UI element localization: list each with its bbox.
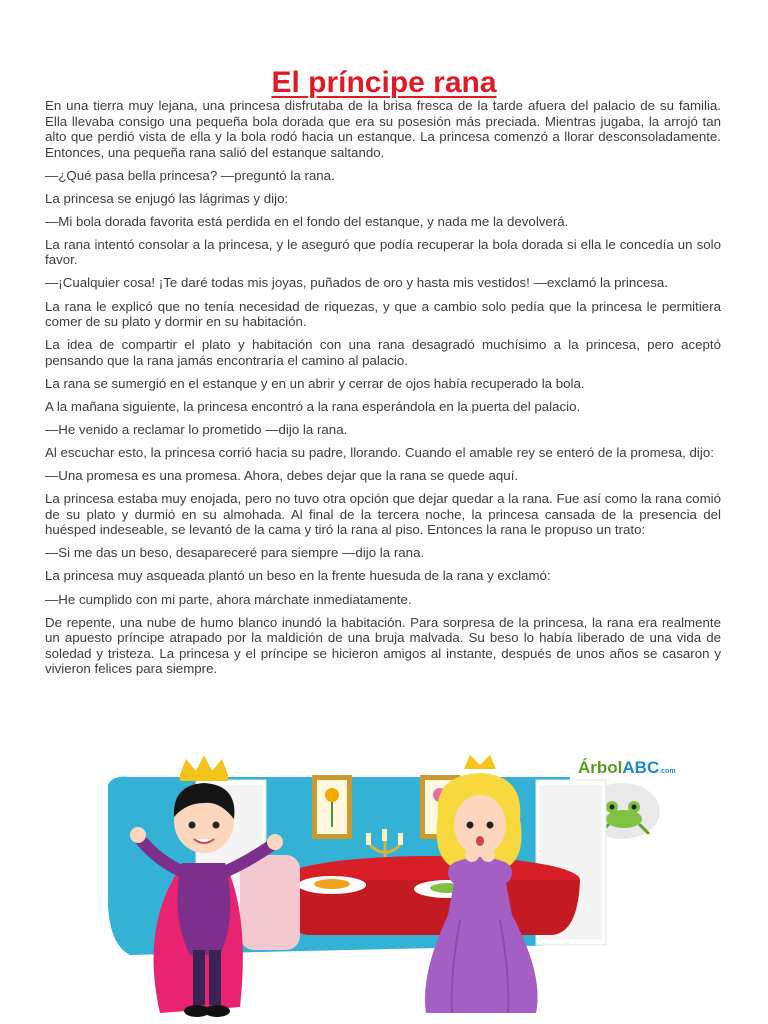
logo-suffix: .com bbox=[659, 768, 676, 775]
story-illustration bbox=[100, 745, 690, 1020]
story-paragraph: La rana le explicó que no tenía necesidad de riquezas, y que a cambio solo pedía que la princesa le permitiera comer de su plato y dormir en su habitación. bbox=[45, 298, 721, 330]
story-paragraph: La princesa muy asqueada plantó un beso en la frente huesuda de la rana y exclamó: bbox=[45, 568, 551, 584]
story-paragraph: En una tierra muy lejana, una princesa disfrutaba de la brisa fresca de la tarde afuera del palacio de su familia. Ella llevaba consigo una pequeña bola dorada que era su posesión más preciada. Mientras jugaba, la arrojó tan alto que perdió vista de ella y la bola rodó hacia un estanque. La princesa comenzó a llorar desconsoladamente. Entonces, una pequeña rana salió del estanque saltando. bbox=[45, 98, 721, 160]
story-paragraph: —He cumplido con mi parte, ahora márchate inmediatamente. bbox=[45, 591, 412, 607]
story-paragraph: De repente, una nube de humo blanco inundó la habitación. Para sorpresa de la princesa, la rana era realmente un apuesto príncipe atrapado por la maldición de una bruja malvada. Su beso lo había liberado de una vida de soledad y tristeza. La princesa y el príncipe se hicieron amigos al instante, después de unos años se casaron y vivieron felices para siempre. bbox=[45, 614, 721, 677]
story-body bbox=[45, 98, 721, 684]
story-title: El príncipe rana bbox=[271, 66, 497, 100]
story-paragraph: La princesa se enjugó las lágrimas y dijo: bbox=[45, 190, 289, 206]
story-paragraph: —Si me das un beso, desapareceré para siempre —dijo la rana. bbox=[45, 545, 425, 561]
story-paragraph: A la mañana siguiente, la princesa encontró a la rana esperándola en la puerta del palacio. bbox=[45, 398, 581, 414]
svg-text:ÁrbolABC.com bbox=[578, 758, 676, 777]
story-paragraph: La rana intentó consolar a la princesa, y le aseguró que podía recuperar la bola dorada si ella le concedía un solo favor. bbox=[45, 236, 721, 268]
story-paragraph: —Mi bola dorada favorita está perdida en el fondo del estanque, y nada me la devolverá. bbox=[45, 213, 569, 229]
story-paragraph: La idea de compartir el plato y habitación con una rana desagradó muchísimo a la princesa, pero aceptó pensando que la rana jamás encontraría el camino al palacio. bbox=[45, 337, 721, 368]
prince-princess-scene bbox=[100, 745, 690, 1020]
arbolabc-logo bbox=[578, 758, 676, 777]
story-paragraph: —¿Qué pasa bella princesa? —preguntó la rana. bbox=[45, 167, 335, 183]
story-paragraph: La princesa estaba muy enojada, pero no tuvo otra opción que dejar quedar a la rana. Fue así como la rana comió de su plato y durmió en su almohada. Al final de la tercera noche, la princesa cansada de la presencia del huésped indeseable, se levantó de la cama y tiró la rana al piso. Entonces la rana le propuso un trato: bbox=[45, 491, 721, 538]
story-paragraph: —¡Cualquier cosa! ¡Te daré todas mis joyas, puñados de oro y hasta mis vestidos! —exclamó la princesa. bbox=[45, 275, 669, 291]
story-paragraph: —Una promesa es una promesa. Ahora, debes dejar que la rana se quede aquí. bbox=[45, 468, 519, 484]
logo-highlight: ABC bbox=[622, 758, 660, 777]
logo-prefix: Árbol bbox=[578, 758, 623, 777]
story-paragraph: —He venido a reclamar lo prometido —dijo la rana. bbox=[45, 421, 348, 437]
story-paragraph: La rana se sumergió en el estanque y en un abrir y cerrar de ojos había recuperado la bola. bbox=[45, 375, 585, 391]
dining-table bbox=[280, 856, 580, 935]
story-paragraph: Al escuchar esto, la princesa corrió hacia su padre, llorando. Cuando el amable rey se enteró de la promesa, dijo: bbox=[45, 445, 714, 461]
pink-chair bbox=[240, 855, 300, 950]
